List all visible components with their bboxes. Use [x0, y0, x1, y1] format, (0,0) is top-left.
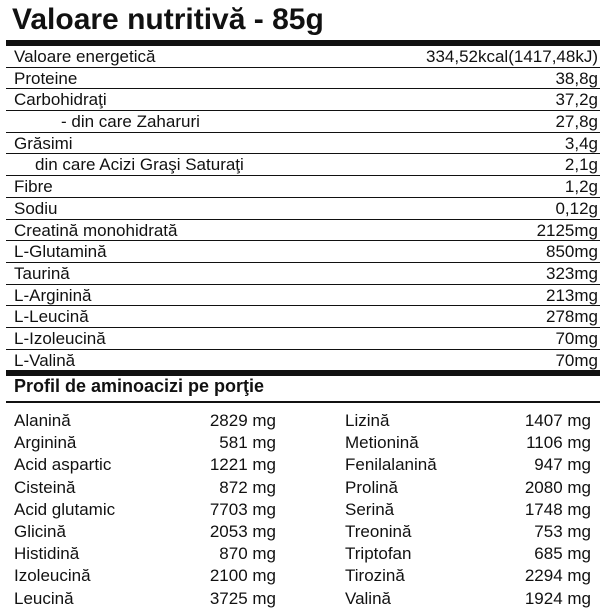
- amino-row: [345, 499, 591, 521]
- amino-row: [14, 499, 276, 521]
- nutrition-row: [6, 263, 600, 285]
- amino-value: 2080 mg: [524, 477, 591, 497]
- nutrition-label: L-Arginină: [14, 285, 92, 305]
- nutrition-row: [6, 111, 600, 133]
- amino-name: Arginină: [14, 433, 77, 453]
- amino-value: 2053 mg: [209, 521, 276, 541]
- amino-name: Cisteină: [14, 477, 76, 497]
- amino-value: 870 mg: [219, 544, 276, 564]
- amino-value: 581 mg: [219, 433, 276, 453]
- nutrition-value: 1,2g: [564, 177, 598, 197]
- nutrition-value: 0,12g: [555, 198, 598, 218]
- nutrition-value: 850mg: [546, 242, 598, 262]
- amino-column-right: [345, 410, 591, 610]
- nutrition-row: [6, 306, 600, 328]
- amino-name: Lizină: [345, 411, 390, 430]
- nutrition-row: [6, 89, 600, 111]
- amino-name: Izoleucină: [14, 566, 91, 586]
- amino-value: 1221 mg: [209, 455, 276, 475]
- page-title: Valoare nutritivă - 85g: [12, 3, 324, 36]
- nutrition-row: [6, 46, 600, 68]
- nutrition-label: - din care Zaharuri: [61, 112, 200, 132]
- amino-row: [14, 477, 276, 499]
- amino-value: 947 mg: [534, 455, 591, 475]
- amino-name: Acid glutamic: [14, 499, 116, 519]
- amino-row: [345, 521, 591, 543]
- amino-name: Metionină: [345, 433, 419, 453]
- nutrition-row: [6, 350, 600, 372]
- amino-value: 753 mg: [534, 521, 591, 541]
- amino-row: [14, 565, 276, 587]
- amino-row: [14, 410, 276, 432]
- nutrition-label: L-Glutamină: [14, 242, 107, 262]
- nutrition-value: 278mg: [546, 307, 598, 327]
- amino-name: Tirozină: [345, 566, 405, 586]
- nutrition-value: 323mg: [546, 263, 598, 283]
- amino-name: Alanină: [14, 411, 71, 430]
- amino-value: 1407 mg: [524, 411, 591, 430]
- nutrition-label: L-Valină: [14, 350, 76, 370]
- nutrition-label: L-Izoleucină: [14, 328, 106, 348]
- nutrition-row: [6, 133, 600, 155]
- nutrition-label: Grăsimi: [14, 133, 73, 153]
- amino-row: [14, 521, 276, 543]
- nutrition-table: [6, 46, 600, 371]
- nutrition-value: 213mg: [546, 285, 598, 305]
- amino-value: 872 mg: [219, 477, 276, 497]
- nutrition-row: [6, 220, 600, 242]
- amino-name: Glicină: [14, 521, 66, 541]
- amino-name: Triptofan: [345, 544, 412, 564]
- amino-row: [345, 477, 591, 499]
- amino-name: Valină: [345, 588, 391, 608]
- nutrition-label: Taurină: [14, 263, 70, 283]
- amino-title-divider: [6, 401, 600, 403]
- amino-row: [345, 543, 591, 565]
- nutrition-value: 37,2g: [555, 90, 598, 110]
- amino-value: 2294 mg: [524, 566, 591, 586]
- amino-value: 685 mg: [534, 544, 591, 564]
- nutrition-label: Proteine: [14, 68, 78, 88]
- amino-name: Treonină: [345, 521, 412, 541]
- amino-value: 7703 mg: [209, 499, 276, 519]
- amino-value: 1106 mg: [526, 433, 591, 453]
- amino-name: Prolină: [345, 477, 398, 497]
- nutrition-value: 2125mg: [536, 220, 598, 240]
- nutrition-row: [6, 176, 600, 198]
- nutrition-label: Carbohidraţi: [14, 90, 107, 110]
- amino-column-left: [14, 410, 276, 610]
- nutrition-label: din care Acizi Graşi Saturaţi: [35, 155, 244, 175]
- amino-row: [14, 454, 276, 476]
- amino-row: [345, 454, 591, 476]
- amino-name: Serină: [345, 499, 395, 519]
- amino-value: 2829 mg: [209, 411, 276, 430]
- amino-name: Leucină: [14, 588, 74, 608]
- amino-value: 3725 mg: [209, 588, 276, 608]
- amino-name: Acid aspartic: [14, 455, 112, 475]
- nutrition-value: 38,8g: [555, 68, 598, 88]
- amino-row: [345, 588, 591, 610]
- amino-value: 1748 mg: [524, 499, 591, 519]
- nutrition-row: [6, 68, 600, 90]
- nutrition-value: 334,52kcal(1417,48kJ): [425, 47, 598, 66]
- amino-section-title: Profil de aminoacizi pe porţie: [14, 376, 265, 396]
- nutrition-label: L-Leucină: [14, 307, 89, 327]
- amino-name: Fenilalanină: [345, 455, 437, 475]
- amino-value: 1924 mg: [524, 588, 591, 608]
- nutrition-label: Sodiu: [14, 198, 58, 218]
- nutrition-value: 27,8g: [555, 112, 598, 132]
- nutrition-label: Valoare energetică: [14, 47, 156, 66]
- amino-row: [345, 410, 591, 432]
- amino-value: 2100 mg: [209, 566, 276, 586]
- nutrition-row: [6, 154, 600, 176]
- nutrition-row: [6, 328, 600, 350]
- nutrition-value: 70mg: [555, 328, 598, 348]
- nutrition-value: 2,1g: [564, 155, 598, 175]
- amino-row: [14, 432, 276, 454]
- amino-row: [14, 588, 276, 610]
- nutrition-label: Creatină monohidrată: [14, 220, 178, 240]
- amino-name: Histidină: [14, 544, 80, 564]
- amino-row: [14, 543, 276, 565]
- nutrition-value: 70mg: [555, 350, 598, 370]
- amino-row: [345, 565, 591, 587]
- nutrition-value: 3,4g: [564, 133, 598, 153]
- nutrition-label: Fibre: [14, 177, 53, 197]
- nutrition-row: [6, 241, 600, 263]
- amino-row: [345, 432, 591, 454]
- nutrition-row: [6, 285, 600, 307]
- nutrition-row: [6, 198, 600, 220]
